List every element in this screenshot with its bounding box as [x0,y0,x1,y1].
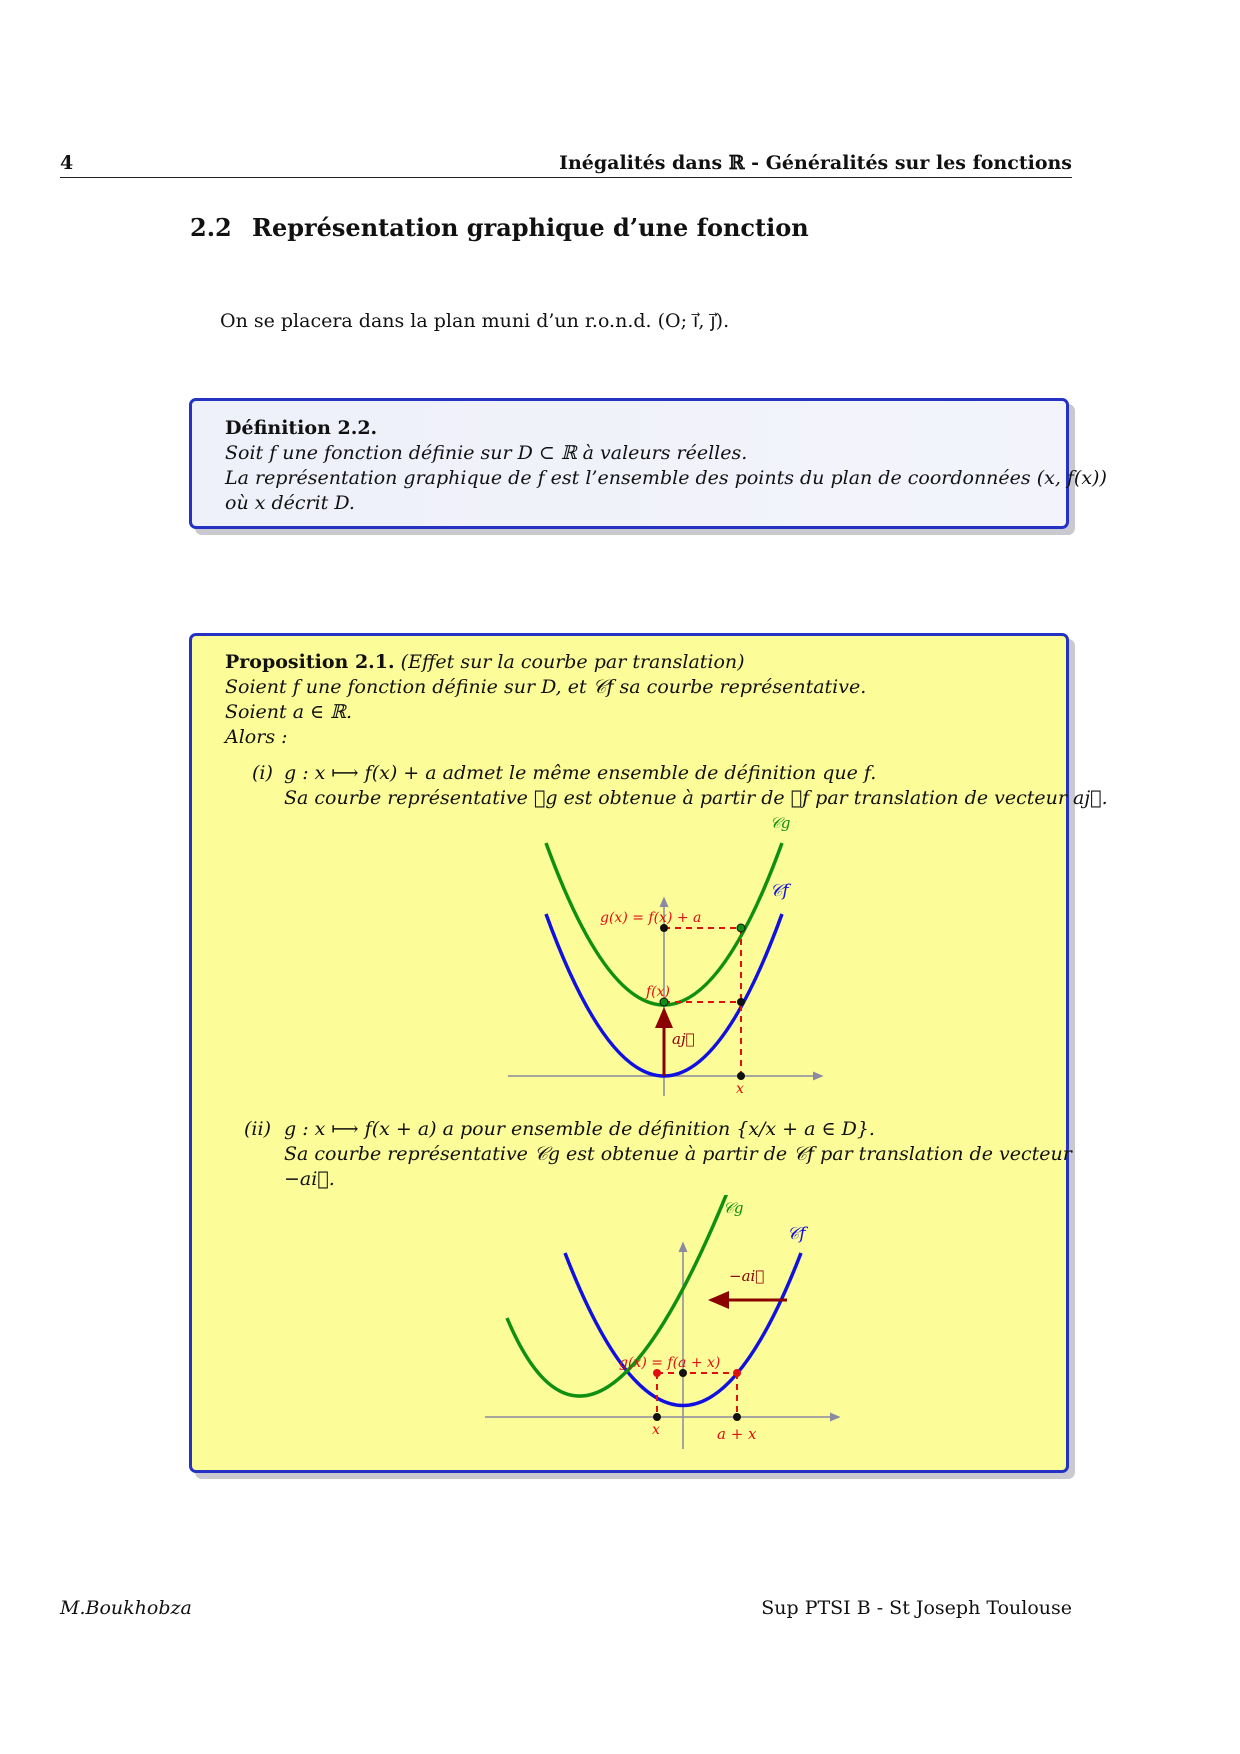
proposition-line-2: Soient a ∈ ℝ. [225,701,352,723]
label-cg: 𝒞g [770,814,791,832]
definition-label: Définition 2.2. [225,417,378,439]
definition-line-3: où x décrit D. [225,492,355,514]
label-cf-2: 𝒞f [787,1224,806,1244]
running-title: Inégalités dans ℝ - Généralités sur les fonctions [559,152,1072,174]
item2-line-1: g : x ⟼ f(x + a) a pour ensemble de définition {x/x + a ∈ D}. [284,1118,875,1140]
proposition-heading [225,651,745,673]
label-cf: 𝒞f [770,881,789,901]
label-x-2: x [652,1422,660,1438]
item1-line-1: g : x ⟼ f(x) + a admet le même ensemble de définition que f. [284,762,877,784]
figure-vertical-translation [500,810,830,1100]
point-f-2 [733,1369,741,1377]
label-ax-2: a + x [717,1425,757,1443]
point-x [737,1072,745,1080]
item1-marker: (i) [252,762,273,784]
figure-horizontal-translation [485,1195,855,1455]
proposition-line-3: Alors : [225,726,288,748]
proposition-subtitle: (Effet sur la courbe par translation) [400,651,745,673]
label-x: x [736,1081,744,1097]
section-heading [190,213,809,242]
intro-text: On se placera dans la plan muni d’un r.o.n.d. (O; i⃗, j⃗). [220,310,730,332]
label-cg-2: 𝒞g [723,1199,744,1217]
footer-author: M.Boukhobza [60,1597,192,1619]
header-rule [60,177,1072,178]
footer-school: Sup PTSI B - St Joseph Toulouse [761,1597,1072,1619]
point-x-2 [653,1413,661,1421]
item2-line-3: −ai⃗. [284,1168,335,1190]
item2-marker: (ii) [244,1118,271,1140]
definition-box [189,398,1107,529]
page-number: 4 [60,152,74,174]
label-minus-ai: −ai⃗ [729,1267,765,1285]
label-gx-2: g(x) = f(a + x) [619,1355,721,1371]
proposition-line-1: Soient f une fonction définie sur D, et 𝒞f sa courbe représentative. [225,676,867,698]
point-cf [737,998,745,1006]
section-title: Représentation graphique d’une fonction [252,213,809,242]
label-fx: f(x) [646,984,671,1000]
definition-line-2: La représentation graphique de f est l’ensemble des points du plan de coordonnées (x, f(x)) [225,467,1107,489]
proposition-label: Proposition 2.1. [225,651,395,673]
label-aj: aj⃗ [672,1030,695,1048]
item1-line-2: Sa courbe représentative 𝒞g est obtenue à partir de 𝒞f par translation de vecteur aj⃗. [284,787,1108,809]
definition-line-1: Soit f une fonction définie sur D ⊂ ℝ à valeurs réelles. [225,442,748,464]
point-ax-2 [733,1413,741,1421]
point-cg [737,924,745,932]
item2-line-2: Sa courbe représentative 𝒞g est obtenue à partir de 𝒞f par translation de vecteur [284,1143,1072,1165]
label-gx: g(x) = f(x) + a [600,910,702,926]
section-number: 2.2 [190,213,232,242]
